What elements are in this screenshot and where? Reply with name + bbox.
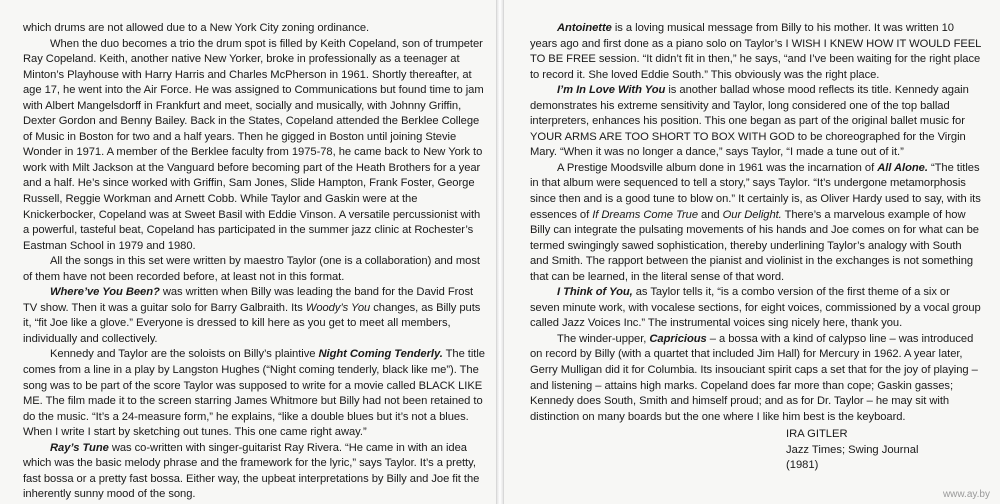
song-title: I Think of You, <box>557 286 633 299</box>
paragraph <box>23 347 485 440</box>
song-reference: Our Delight. <box>722 208 782 221</box>
paragraph-text: Kennedy and Taylor are the soloists on Billy’s plaintive <box>50 348 319 361</box>
signature-affiliation: Jazz Times; Swing Journal <box>786 443 919 456</box>
paragraph <box>530 21 982 83</box>
paragraph-text: There’s a marvelous example of how Billy can integrate the pulsating movements of his hands and Joe comes on for what can be termed swingingly sawed sophistication, thereby underlining Taylor’s analogy with South and Smith. The rapport between the pianist and violinist in the exchanges is not something that can be learned, in the literal sense of that word. <box>530 208 979 283</box>
song-reference: If Dreams Come True <box>592 208 698 221</box>
song-reference: Woody’s You <box>305 301 371 314</box>
right-page-text <box>530 21 982 425</box>
paragraph-text: “The titles in that album were sequenced to tell a story,” says Taylor. “It’s undergone metamorphosis since then and is a good tune to blow on.” It certainly is, as Oliver Hardy used to say, with its essences of <box>530 161 981 221</box>
paragraph-text: The title comes from a line in a play by Langston Hughes (“Night coming tenderly, black like me”). The song was to be part of the score Taylor was supposed to write for a movie called BLACK LIKE ME. The film made it to the screen starring James Whitmore but Billy had not been retained to do the music. “It’s a 24-measure form,” he explains, “like a double blues but it’s not a blues. When I write I start by sketching out tunes. This one came right away.” <box>23 348 485 439</box>
song-title: Antoinette <box>557 22 612 34</box>
left-page-text <box>23 21 485 503</box>
song-title: Where’ve You Been? <box>50 286 160 299</box>
song-title: All Alone. <box>877 161 928 174</box>
paragraph <box>530 332 982 425</box>
paragraph-text: was co-written with singer-guitarist Ray Rivera. “He came in with an idea which was the basic melody phrase and the framework for the lyric,” says Taylor. It’s a pretty, fast bossa or a pretty fast bossa. Either way, the upbeat interpretations by Billy and Joe fit the inherently sunny mood of the song. <box>23 441 480 501</box>
paragraph-text: and <box>698 208 723 221</box>
song-title: I’m In Love With You <box>557 84 666 97</box>
song-title: Ray’s Tune <box>50 441 109 454</box>
song-title: Capricious <box>649 332 707 345</box>
paragraph: When the duo becomes a trio the drum spot is filled by Keith Copeland, son of trumpeter Ray Copeland. Keith, another native New Yorker, broke in professionally as a teenager at Minton’s Playhouse with Harry Harris and Charles McPherson in 1961. Shortly thereafter, at age 17, he went into the Air Force. He was assigned to Communications but found time to jam with Albert Mangelsdorff in Frankfurt and meet, socially and musically, with Johnny Griffin, Dexter Gordon and Benny Bailey. Back in the States, Copeland attended the Berklee College of Music in Boston for two and a half years. Then he gigged in Boston until joining Stevie Wonder in 1971. A member of the Berklee faculty from 1975-78, he came back to New York to work with Milt Jackson at the Vanguard before becoming part of the Heath Brothers for a year and a half. He’s since worked with Griffin, Sam Jones, Slide Hampton, Frank Foster, George Russell, Reggie Workman and Arnett Cobb. While Taylor and Gaskin were at the Knickerbocker, Copeland was at Sweet Basil with Eddie Vinson. A versatile percussionist with a powerful, tasteful beat, Copeland has participated in the summer jazz clinic at Rochester’s Eastman School in 1979 and 1980. <box>23 37 484 252</box>
paragraph <box>530 285 982 332</box>
paragraph-text: A Prestige Moodsville album done in 1961 was the incarnation of <box>557 161 878 174</box>
paragraph <box>530 161 982 285</box>
paragraph <box>530 83 982 161</box>
song-title: Night Coming Tenderly. <box>318 348 443 361</box>
paragraph-text: is another ballad whose mood reflects its title. Kennedy again demonstrates his extreme sensitivity and Taylor, long considered one of the top ballad interpreters, enhances his position. This one began as part of the original ballet music for YOUR ARMS ARE TOO SHORT TO BOX WITH GOD to be choreographed for the Virgin Mary. “When it was no longer a dance,” says Taylor, “I made a tune out of it.” <box>530 84 969 159</box>
watermark: www.ay.by <box>942 489 990 500</box>
paragraph-text: – a bossa with a kind of calypso line – was introduced on record by Billy (with a quartet that included Jim Hall) for Mercury in 1962. A year later, Gerry Mulligan did it for Columbia. Its insouciant spirit caps a set that for the joy of playing – and listening – attains high marks. Copeland does far more than cope; Gaskin gasses; Kennedy does South, Smith and himself proud; and as for Dr. Taylor – he may sit with distinction on many boards but the one where I like him best is the keyboard. <box>530 332 978 423</box>
paragraph <box>23 441 485 503</box>
signature-author: IRA GITLER <box>786 428 848 440</box>
signature-block <box>786 427 918 474</box>
paragraph: All the songs in this set were written by maestro Taylor (one is a collaboration) and most of them have not been recorded before, at least not in this format. <box>23 255 480 283</box>
paragraph: which drums are not allowed due to a New York City zoning ordinance. <box>23 22 370 34</box>
paragraph <box>23 285 485 347</box>
paragraph-text: is a loving musical message from Billy to his mother. It was written 10 years ago and first done as a piano solo on Taylor’s I WISH I KNEW HOW IT WOULD FEEL TO BE FREE session. “It didn’t fit in then,” he says, “and I’ve been waiting for the right place to record it. She loved Eddie South.” This obviously was the right place. <box>530 22 981 81</box>
signature-year: (1981) <box>786 459 819 472</box>
paragraph-text: The winder-upper, <box>557 332 650 345</box>
paragraph-text: changes, as Billy puts it, “fit Joe like a glove.” Everyone is dressed to kill here as you get to meet all members, individually and collectively. <box>23 301 481 345</box>
paragraph-text: as Taylor tells it, “is a combo version of the first theme of a six or seven minute work, with vocalese sections, for eight voices, commissioned by a vocal group called Jazz Voices Inc.” The instrumental voices sing nicely here, thank you. <box>530 286 981 330</box>
paragraph-text: was written when Billy was leading the band for the David Frost TV show. Then it was a guitar solo for Barry Galbraith. Its <box>23 286 474 314</box>
